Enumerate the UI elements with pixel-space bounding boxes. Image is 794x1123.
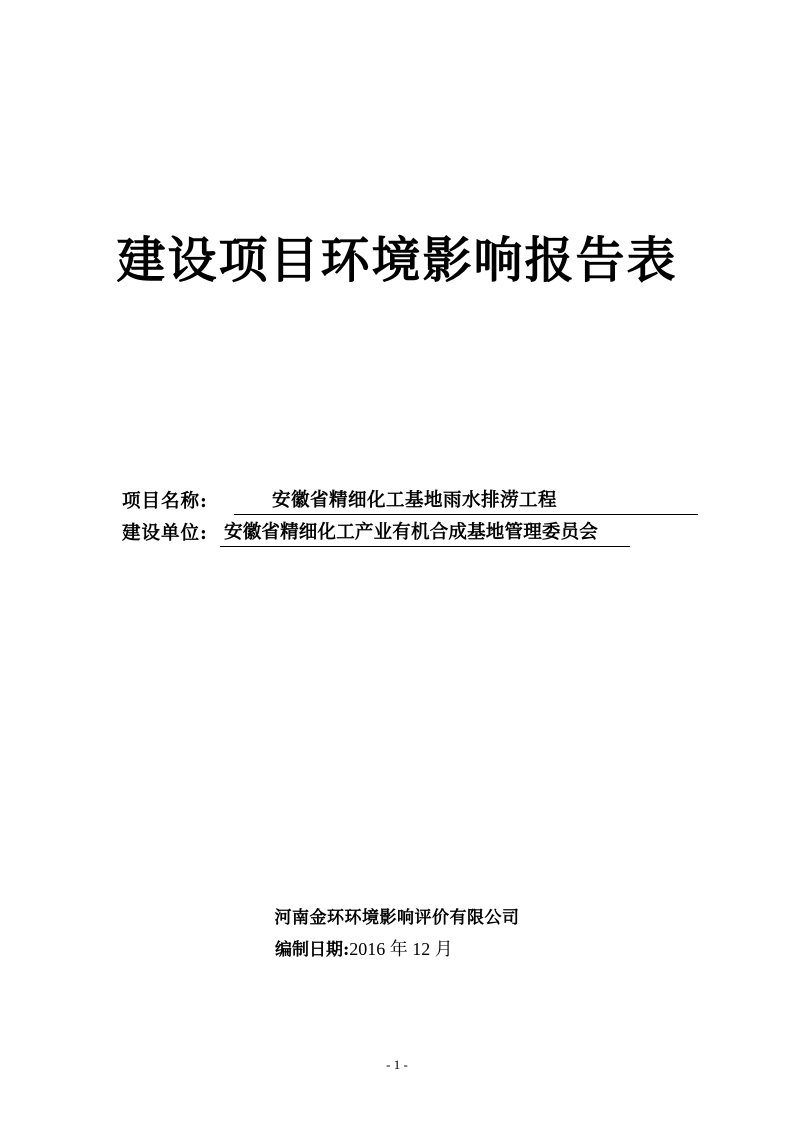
company-name: 河南金环环境影响评价有限公司 — [274, 908, 520, 928]
project-name-value: 安徽省精细化工基地雨水排涝工程 — [234, 487, 698, 515]
compile-date — [275, 935, 453, 961]
compile-date-value: 2016 年 12 月 — [349, 939, 453, 959]
document-title: 建设项目环境影响报告表 — [116, 231, 678, 289]
compile-date-label: 编制日期: — [275, 940, 350, 960]
project-name-label: 项目名称: — [122, 491, 208, 512]
page-number: - 1 - — [386, 1057, 408, 1072]
construction-unit-label: 建设单位: — [122, 523, 208, 544]
construction-unit-value: 安徽省精细化工产业有机合成基地管理委员会 — [220, 519, 630, 547]
